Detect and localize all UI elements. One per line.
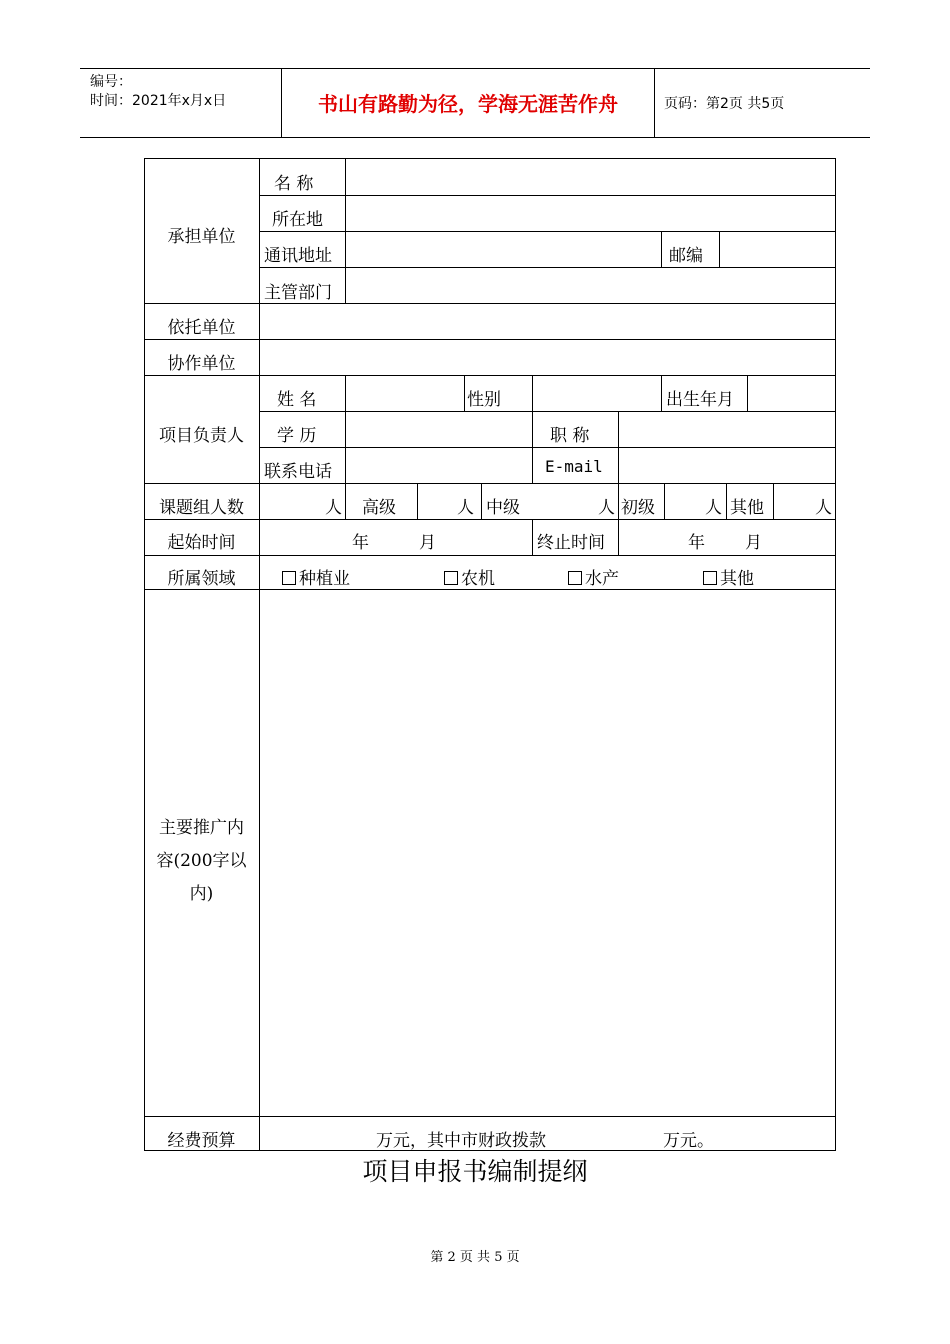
row-line	[144, 483, 836, 484]
month-label: 月	[745, 533, 762, 553]
row-line	[144, 339, 836, 340]
table-border-top	[144, 158, 836, 159]
page-code: 页码：第2页 共5页	[664, 96, 785, 112]
month-label: 月	[419, 533, 436, 553]
main-content-label: 主要推广内 容(200字以 内)	[156, 818, 247, 904]
col-line	[773, 483, 774, 520]
col-line	[345, 375, 346, 484]
cooperating-unit-label: 协作单位	[167, 354, 236, 374]
motto: 书山有路勤为径，学海无涯苦作舟	[282, 69, 655, 137]
year-label: 年	[352, 533, 369, 553]
table-border-right	[835, 158, 836, 1151]
time-label: 时间：2021年x月x日	[90, 93, 227, 109]
team-count-label: 课题组人数	[159, 498, 244, 518]
undertaking-unit-label: 承担单位	[167, 227, 236, 247]
email-label: E-mail	[545, 457, 603, 476]
header-meta	[80, 69, 282, 137]
budget-text-b: 万元。	[663, 1131, 714, 1151]
col-line	[618, 483, 619, 520]
junior-label: 初级	[621, 498, 655, 518]
col-line	[532, 411, 533, 484]
supervisor-dept-label: 主管部门	[264, 283, 332, 303]
gender-label: 性别	[467, 390, 501, 410]
field-option-machinery[interactable]: 农机	[444, 564, 495, 589]
person-unit: 人	[815, 498, 832, 518]
person-unit: 人	[325, 498, 342, 518]
col-line	[726, 483, 727, 520]
col-line	[532, 375, 533, 412]
page-header	[80, 68, 870, 138]
table-border-left	[144, 158, 145, 1151]
budget-text-a: 万元，其中市财政拨款	[376, 1131, 546, 1151]
col-line	[345, 158, 346, 304]
checkbox-icon[interactable]	[703, 571, 717, 585]
row-line	[144, 589, 836, 590]
col-line	[417, 483, 418, 520]
number-label: 编号：	[90, 74, 132, 90]
col-line	[345, 483, 346, 520]
person-name-label: 姓 名	[277, 390, 317, 410]
end-time-label: 终止时间	[537, 533, 605, 553]
supporting-unit-label: 依托单位	[167, 318, 236, 338]
phone-label: 联系电话	[264, 462, 332, 482]
project-leader-label: 项目负责人	[159, 426, 244, 446]
col-line	[747, 375, 748, 412]
col-line	[464, 375, 465, 412]
education-label: 学 历	[277, 426, 317, 446]
birth-date-label: 出生年月	[666, 390, 734, 410]
start-time-label: 起始时间	[167, 533, 236, 553]
field-label: 所属领域	[167, 569, 236, 589]
person-unit: 人	[598, 498, 615, 518]
person-unit: 人	[457, 498, 474, 518]
senior-label: 高级	[362, 498, 396, 518]
field-option-planting[interactable]: 种植业	[282, 564, 350, 589]
row-line	[144, 303, 836, 304]
col-line	[661, 231, 662, 268]
budget-label: 经费预算	[167, 1131, 236, 1151]
year-label: 年	[688, 533, 705, 553]
col-line	[532, 519, 533, 556]
row-line	[144, 1116, 836, 1117]
col-line	[618, 411, 619, 484]
col-line	[719, 231, 720, 268]
location-label: 所在地	[272, 210, 323, 230]
checkbox-icon[interactable]	[282, 571, 296, 585]
middle-label: 中级	[486, 498, 520, 518]
address-label: 通讯地址	[264, 246, 332, 266]
name-label: 名 称	[274, 174, 314, 194]
page-footer: 第 2 页 共 5 页	[430, 1250, 520, 1265]
other-label: 其他	[730, 498, 764, 518]
person-unit: 人	[705, 498, 722, 518]
field-option-aquatic[interactable]: 水产	[568, 564, 619, 589]
checkbox-icon[interactable]	[568, 571, 582, 585]
title-label: 职 称	[550, 426, 590, 446]
row-line	[144, 555, 836, 556]
postcode-label: 邮编	[669, 246, 703, 266]
col-line	[481, 483, 482, 520]
col-line	[618, 519, 619, 556]
checkbox-icon[interactable]	[444, 571, 458, 585]
col-line	[661, 375, 662, 412]
row-line	[144, 519, 836, 520]
subtitle: 项目申报书编制提纲	[362, 1157, 588, 1186]
col-line	[259, 158, 260, 1151]
col-line	[664, 483, 665, 520]
field-option-other[interactable]: 其他	[703, 564, 754, 589]
row-line	[144, 375, 836, 376]
